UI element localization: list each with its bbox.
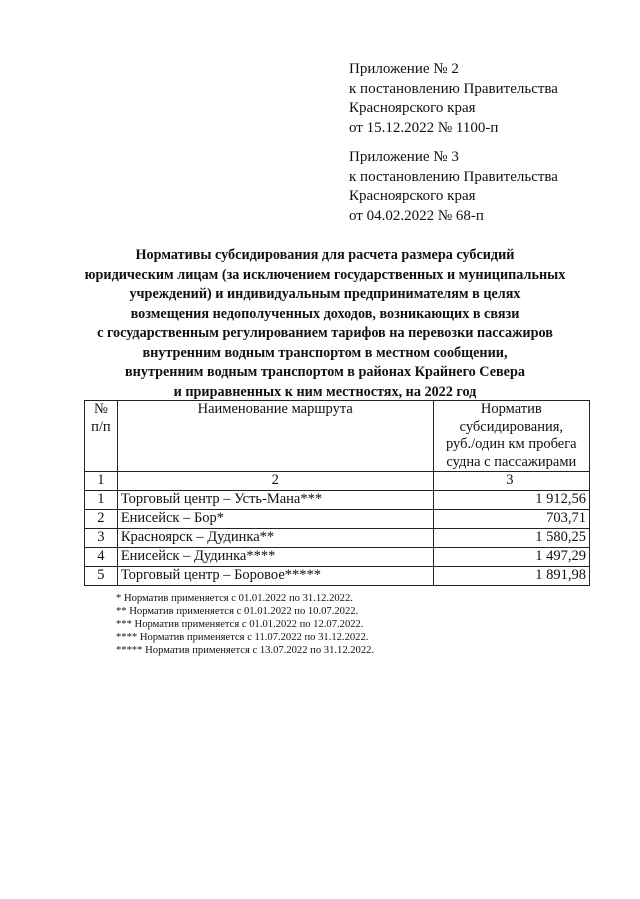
row-value: 703,71: [433, 509, 589, 528]
header-num-line: п/п: [91, 418, 111, 435]
appendix-2-line: к постановлению Правительства: [349, 80, 558, 97]
row-route: Енисейск – Бор*: [117, 509, 433, 528]
row-route: Красноярск – Дудинка**: [117, 528, 433, 547]
title-line: возмещения недополученных доходов, возникающих в связи: [130, 305, 520, 322]
table-header-row: [85, 401, 590, 472]
row-num: 2: [85, 509, 118, 528]
title-line: и приравненных к ним местностях, на 2022 год: [173, 383, 477, 400]
row-route: Торговый центр – Боровое*****: [117, 566, 433, 585]
row-num: 3: [85, 528, 118, 547]
row-value: 1 497,29: [433, 547, 589, 566]
appendix-2-line: Красноярского края: [349, 100, 476, 116]
header-num-line: №: [93, 401, 108, 417]
appendix-3-line: к постановлению Правительства: [349, 168, 558, 185]
title-line: учреждений) и индивидуальным предпринимателям в целях: [129, 286, 521, 302]
footnote: *** Норматив применяется с 01.01.2022 по 12.07.2022.: [116, 619, 364, 630]
row-route: Енисейск – Дудинка****: [117, 547, 433, 566]
appendix-3-line: Приложение № 3: [349, 149, 459, 165]
appendix-3-block: [349, 148, 558, 226]
appendix-3-line: от 04.02.2022 № 68-п: [349, 207, 484, 224]
appendix-2-block: [349, 60, 558, 138]
column-number: 2: [117, 472, 433, 491]
header-norm-value: [433, 401, 589, 472]
document-title: [60, 246, 590, 402]
title-line: внутренним водным транспортом в местном сообщении,: [142, 344, 508, 361]
title-line: с государственным регулированием тарифов на перевозки пассажиров: [97, 325, 553, 341]
column-number: 3: [433, 472, 589, 491]
title-line: Нормативы субсидирования для расчета размера субсидий: [135, 247, 515, 263]
column-number: 1: [85, 472, 118, 491]
appendix-2-line: от 15.12.2022 № 1100-п: [349, 119, 499, 136]
footnote: ** Норматив применяется с 01.01.2022 по 10.07.2022.: [116, 606, 359, 617]
appendix-2-line: Приложение № 2: [349, 61, 459, 77]
header-value-line: судна с пассажирами: [446, 453, 577, 470]
header-value-line: Норматив: [480, 401, 542, 417]
header-value-line: руб./один км пробега: [446, 436, 577, 452]
appendix-3-line: Красноярского края: [349, 188, 476, 204]
title-line: внутренним водным транспортом в районах Крайнего Севера: [125, 364, 525, 380]
header-value-line: субсидирования,: [459, 418, 564, 435]
footnote: ***** Норматив применяется с 13.07.2022 по 31.12.2022.: [116, 645, 375, 656]
header-num: [85, 401, 118, 472]
subsidy-norms-table: [84, 400, 590, 586]
header-route-name: Наименование маршрута: [117, 401, 433, 472]
footnotes: [116, 592, 374, 657]
row-value: 1 912,56: [433, 490, 589, 509]
column-number-row: [85, 472, 590, 491]
table-row: [85, 566, 590, 585]
table-row: [85, 490, 590, 509]
row-value: 1 891,98: [433, 566, 589, 585]
table-row: [85, 528, 590, 547]
title-line: юридическим лицам (за исключением государственных и муниципальных: [84, 266, 566, 283]
row-num: 4: [85, 547, 118, 566]
row-route: Торговый центр – Усть-Мана***: [117, 490, 433, 509]
table-row: [85, 547, 590, 566]
row-num: 5: [85, 566, 118, 585]
row-num: 1: [85, 490, 118, 509]
footnote: * Норматив применяется с 01.01.2022 по 31.12.2022.: [116, 593, 353, 604]
row-value: 1 580,25: [433, 528, 589, 547]
footnote: **** Норматив применяется с 11.07.2022 по 31.12.2022.: [116, 632, 369, 643]
table-row: [85, 509, 590, 528]
